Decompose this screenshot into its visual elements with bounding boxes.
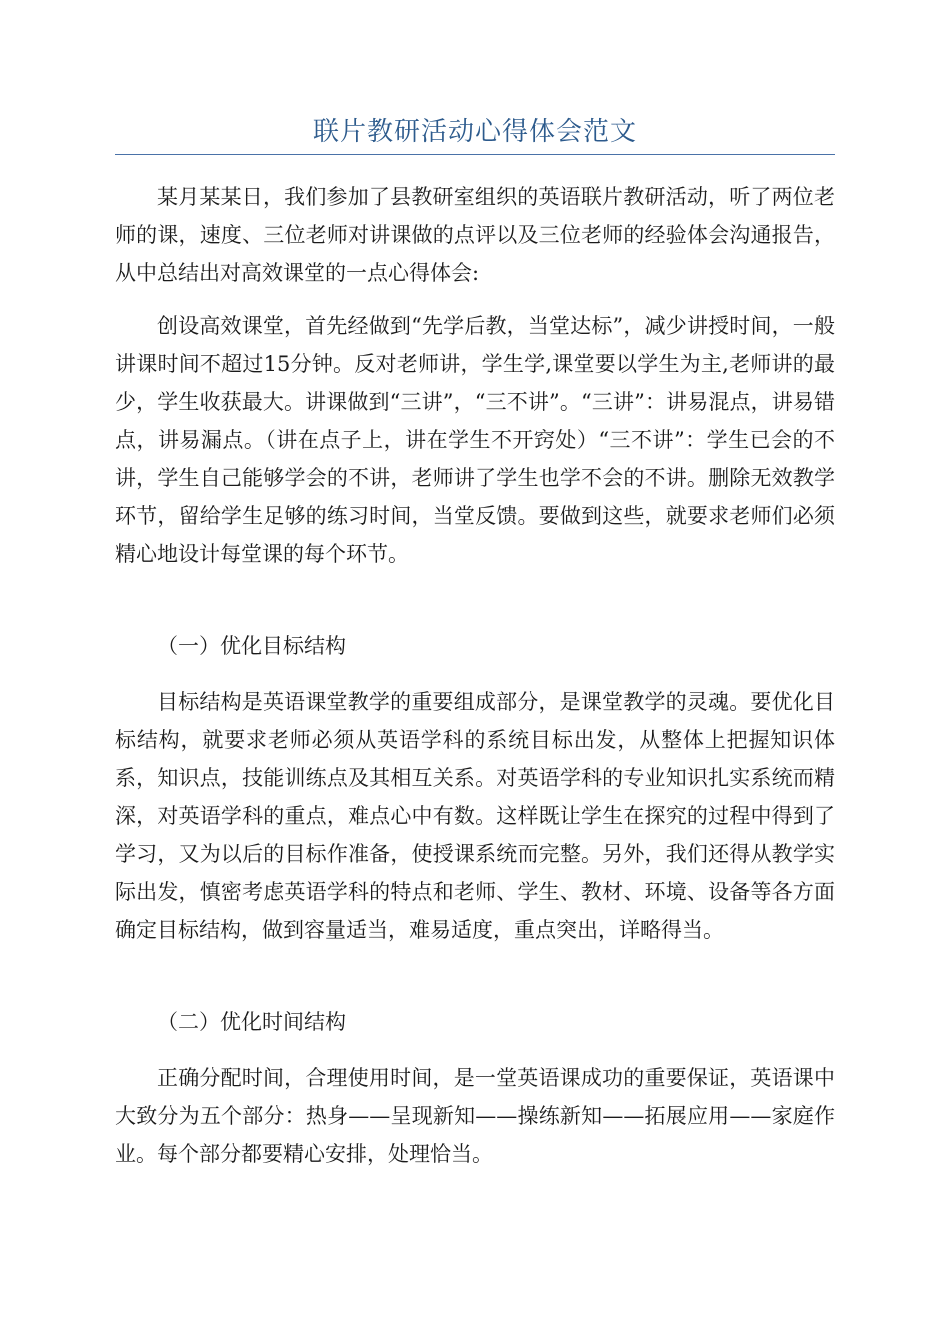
paragraph-intro: 某月某某日，我们参加了县教研室组织的英语联片教研活动，听了两位老师的课，速度、三位老师对讲课做的点评以及三位老师的经验体会沟通报告，从中总结出对高效课堂的一点心得体会: [115, 185, 835, 285]
paragraph-time-structure: 正确分配时间，合理使用时间，是一堂英语课成功的重要保证，英语课中大致分为五个部分：热身——呈现新知——操练新知——拓展应用——家庭作业。每个部分都要精心安排，处理恰当。 [115, 1066, 835, 1166]
section-heading-time-structure: （二）优化时间结构 [157, 1010, 346, 1034]
paragraph-objective-structure: 目标结构是英语课堂教学的重要组成部分，是课堂教学的灵魂。要优化目标结构，就要求老师必须从英语学科的系统目标出发，从整体上把握知识体系，知识点，技能训练点及其相互关系。对英语学科的专业知识扎实系统而精深，对英语学科的重点，难点心中有数。这样既让学生在探究的过程中得到了学习，又为以后的目标作准备，使授课系统而完整。另外，我们还得从教学实际出发，慎密考虑英语学科的特点和老师、学生、教材、环境、设备等各方面确定目标结构，做到容量适当，难易适度，重点突出，详略得当。 [115, 690, 835, 942]
section-heading-objective-structure: （一）优化目标结构 [157, 634, 346, 658]
title-underline [115, 154, 835, 155]
paragraph-efficient-classroom: 创设高效课堂，首先经做到“先学后教，当堂达标”，减少讲授时间，一般讲课时间不超过15分钟。反对老师讲，学生学,课堂要以学生为主,老师讲的最少，学生收获最大。讲课做到“三讲”，“三不讲”。“三讲”：讲易混点，讲易错点，讲易漏点。（讲在点子上，讲在学生不开窍处）“三不讲”：学生已会的不讲，学生自己能够学会的不讲，老师讲了学生也学不会的不讲。删除无效教学环节，留给学生足够的练习时间，当堂反馈。要做到这些，就要求老师们必须精心地设计每堂课的每个环节。 [115, 314, 835, 566]
document-title: 联片教研活动心得体会范文 [312, 117, 637, 147]
